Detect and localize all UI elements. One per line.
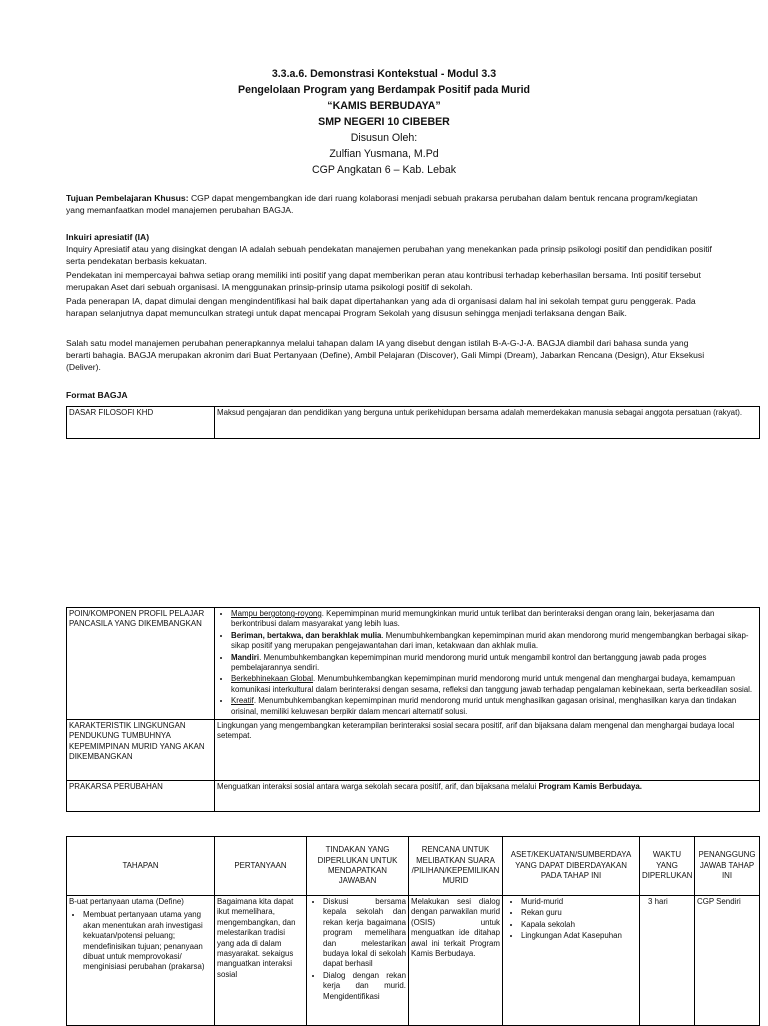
karakteristik-text: Lingkungan yang mengembangkan keterampilan berinteraksi sosial secara positif, arif dan bijaksana dalam mengenal dan menghargai budaya local setempat. xyxy=(215,720,760,781)
inkuiri-paragraph-3: Pada penerapan IA, dapat dimulai dengan mengindentifikasi hal baik dapat dipertahankan yang ada di organisasi dalam hal ini sekolah tempat guru penggerak. Pada harapan selanjutnya dapat memunculkan strategi untuk dapat mencapai Program Sekolah yang disusun sehingga menjadi terlaksana dengan Baik. xyxy=(66,296,696,318)
profil-desc: . Menumbuhkembangkan kepemimpinan murid akan mendorong murid mengembangkan berbagai sikap-sikap positif yang merupakan pengejawantahan dari iman, ketakwaan dan akhlak mulia. xyxy=(231,630,749,651)
dasar-filosofi-text: Maksud pengajaran dan pendidikan yang berguna untuk perikehidupan bersama adalah memerdekakan manusia sebagai anggota persatuan (rakyat). xyxy=(215,407,760,439)
author-name: Zulfian Yusmana, M.Pd xyxy=(329,148,439,160)
list-item: • Murid-murid xyxy=(521,897,637,907)
tindakan-list xyxy=(309,897,406,1002)
profil-term: Berkebhinekaan Global xyxy=(231,674,314,684)
tindakan-cell xyxy=(307,896,409,1026)
column-header: PERTANYAAN xyxy=(215,837,307,896)
column-header: TINDAKAN YANG DIPERLUKAN UNTUK MENDAPATKAN JAWABAN xyxy=(307,837,409,896)
doc-title: 3.3.a.6. Demonstrasi Kontekstual - Modul 3.3 xyxy=(271,68,497,80)
learning-objective xyxy=(66,193,714,217)
school-name: SMP NEGERI 10 CIBEBER xyxy=(318,116,450,128)
format-heading: Format BAGJA xyxy=(66,390,128,400)
list-item: • Rekan guru xyxy=(521,908,637,918)
prakarsa-program: Program Kamis Berbudaya. xyxy=(538,782,642,792)
objective-text: CGP dapat mengembangkan ide dari ruang kolaborasi menjadi sebuah prakarsa perubahan dalam bentuk rencana program/kegiatan yang memanfaatkan model manajemen perubahan BAGJA. xyxy=(66,193,698,215)
profil-term: Mandiri xyxy=(231,652,260,662)
dasar-filosofi-table xyxy=(66,406,760,439)
table-row xyxy=(67,896,760,1026)
inkuiri-paragraph-1: Inquiry Apresiatif atau yang disingkat dengan IA adalah sebuah pendekatan manajemen perubahan yang menekankan pada prinsip psikologi positif dan pendidikan positif serta pendekatan berbasis kekuatan. xyxy=(66,244,712,266)
profil-label: POIN/KOMPONEN PROFIL PELAJAR PANCASILA YANG DIKEMBANGKAN xyxy=(67,608,215,720)
profil-desc: . Menumbuhkembangkan kepemimpinan murid mendorong murid untuk menghasilkan gagasan orisinal, menghasilkan karya dan tindakan orisinal, memiliki keluwesan berpikir dalam mencari alternatif solusi. xyxy=(231,696,737,716)
list-item xyxy=(231,653,757,674)
inkuiri-paragraph-4: Salah satu model manajemen perubahan penerapkannya melalui tahapan dalam IA yang disebut dengan istilah B-A-G-J-A. BAGJA diambil dari bahasa sunda yang berarti bahagia. BAGJA merupakan akronim dari Buat Pertanyaan (Define), Ambil Pelajaran (Discover), Gali Mimpi (Dream), Jabarkan Rencana (Design), Atur Eksekusi (Deliver). xyxy=(66,338,705,372)
tahapan-cell xyxy=(67,896,215,1026)
pertanyaan-cell: Bagaimana kita dapat ikut memelihara, mengembangkan, dan melestarikan tradisi yang ada di dalam masyarakat. sekaigus manguatkan interaksi sosial xyxy=(215,896,307,1026)
author-label: Disusun Oleh: xyxy=(350,132,418,144)
profil-table xyxy=(66,607,760,812)
aset-cell xyxy=(503,896,640,1026)
profil-desc: . Menumbuhkembangkan kepemimpinan murid mendorong murid untuk mengambil kontrol dan bertanggung jawab pada proges pembelajarannya sendiri. xyxy=(231,652,707,673)
column-header: TAHAPAN xyxy=(67,837,215,896)
list-item xyxy=(231,696,757,717)
bagja-table xyxy=(66,836,760,1026)
column-header: PENANGGUNG JAWAB TAHAP INI xyxy=(695,837,760,896)
column-header: ASET/KEKUATAN/SUMBERDAYA YANG DAPAT DIBERDAYAKAN PADA TAHAP INI xyxy=(503,837,640,896)
objective-label: Tujuan Pembelajaran Khusus: xyxy=(66,193,189,203)
prakarsa-text: Menguatkan interaksi sosial antara warga sekolah secara positif, arif, dan bijaksana melalui xyxy=(217,782,539,792)
profil-desc: . Kepemimpinan murid memungkinkan murid untuk terlibat dan berinteraksi dengan orang lain, bekerjasama dan berkontribusi dalam masyarakat yang lebih luas. xyxy=(231,609,715,629)
profil-list-cell xyxy=(215,608,760,720)
list-item: • Dialog dengan rekan kerja dan murid. Mengidentifikasi xyxy=(323,971,406,1002)
author-cohort: CGP Angkatan 6 – Kab. Lebak xyxy=(311,164,457,176)
waktu-cell: 3 hari xyxy=(640,896,695,1026)
list-item: • Diskusi bersama kepala sekolah dan rekan kerja bagaimana program memelihara dan melestarikan budaya lokal di sekolah dapat berhasil xyxy=(323,897,406,970)
list-item xyxy=(231,674,757,695)
program-name: “KAMIS BERBUDAYA” xyxy=(327,100,441,112)
rencana-cell: Melakukan sesi dialog dengan parwakilan murid (OSIS) untuk menguatkan ide ditahap awal ini terkait Program Kamis Berbudaya. xyxy=(409,896,503,1026)
list-item: • Kapala sekolah xyxy=(521,920,637,930)
profil-desc: . Menumbuhkembangkan kepemimpinan murid mendorong murid untuk mengenal dan menghargai budaya, kemampuan komunikasi interkultural dalam berinteraksi dengan sesama, refleksi dan tanggung jawab terhadap pengalaman kebinekaan, serta berkeadilan sosial. xyxy=(231,674,753,694)
profil-term: Mampu bergotong-royong xyxy=(231,609,322,618)
tahapan-list xyxy=(69,910,212,972)
profil-term: Kreatif xyxy=(231,696,254,706)
list-item xyxy=(231,609,757,630)
list-item: • Membuat pertanyaan utama yang akan menentukan arah investigasi kekuatan/potensi peluang; mendefinisikan tujuan; penanyaan dibuat untuk memprovokasi/ menginisiasi perubahan (prakarsa) xyxy=(83,910,212,972)
list-item: • Lingkungan Adat Kasepuhan xyxy=(521,931,637,941)
doc-subtitle: Pengelolaan Program yang Berdampak Positif pada Murid xyxy=(238,84,530,96)
tahapan-title: B-uat pertanyaan utama (Define) xyxy=(69,897,184,906)
profil-term: Beriman, bertakwa, dan berakhlak mulia xyxy=(231,630,382,640)
prakarsa-cell xyxy=(215,781,760,812)
column-header: WAKTU YANG DIPERLUKAN xyxy=(640,837,695,896)
karakteristik-label: KARAKTERISTIK LINGKUNGAN PENDUKUNG TUMBUHNYA KEPEMIMPINAN MURID YANG AKAN DIKEMBANGKAN xyxy=(67,720,215,781)
inkuiri-heading: Inkuiri apresiatif (IA) xyxy=(66,232,150,242)
penanggung-jawab-cell: CGP Sendiri xyxy=(695,896,760,1026)
table-header-row xyxy=(67,837,760,896)
list-item xyxy=(231,631,757,652)
inkuiri-paragraph-2: Pendekatan ini mempercayai bahwa setiap orang memiliki inti positif yang dapat memberikan peran atau kontribusi terhadap keberhasilan bersama. Inti positif tersebut merupakan Aset dari sebuah organisasi. IA menggunakan prinsip-prinsip utama psikologi positif di sekolah. xyxy=(66,270,701,292)
dasar-filosofi-label: DASAR FILOSOFI KHD xyxy=(67,407,215,439)
column-header: RENCANA UNTUK MELIBATKAN SUARA /PILIHAN/KEPEMILIKAN MURID xyxy=(409,837,503,896)
profil-list xyxy=(217,609,757,717)
aset-list xyxy=(505,897,637,942)
prakarsa-label: PRAKARSA PERUBAHAN xyxy=(67,781,215,812)
